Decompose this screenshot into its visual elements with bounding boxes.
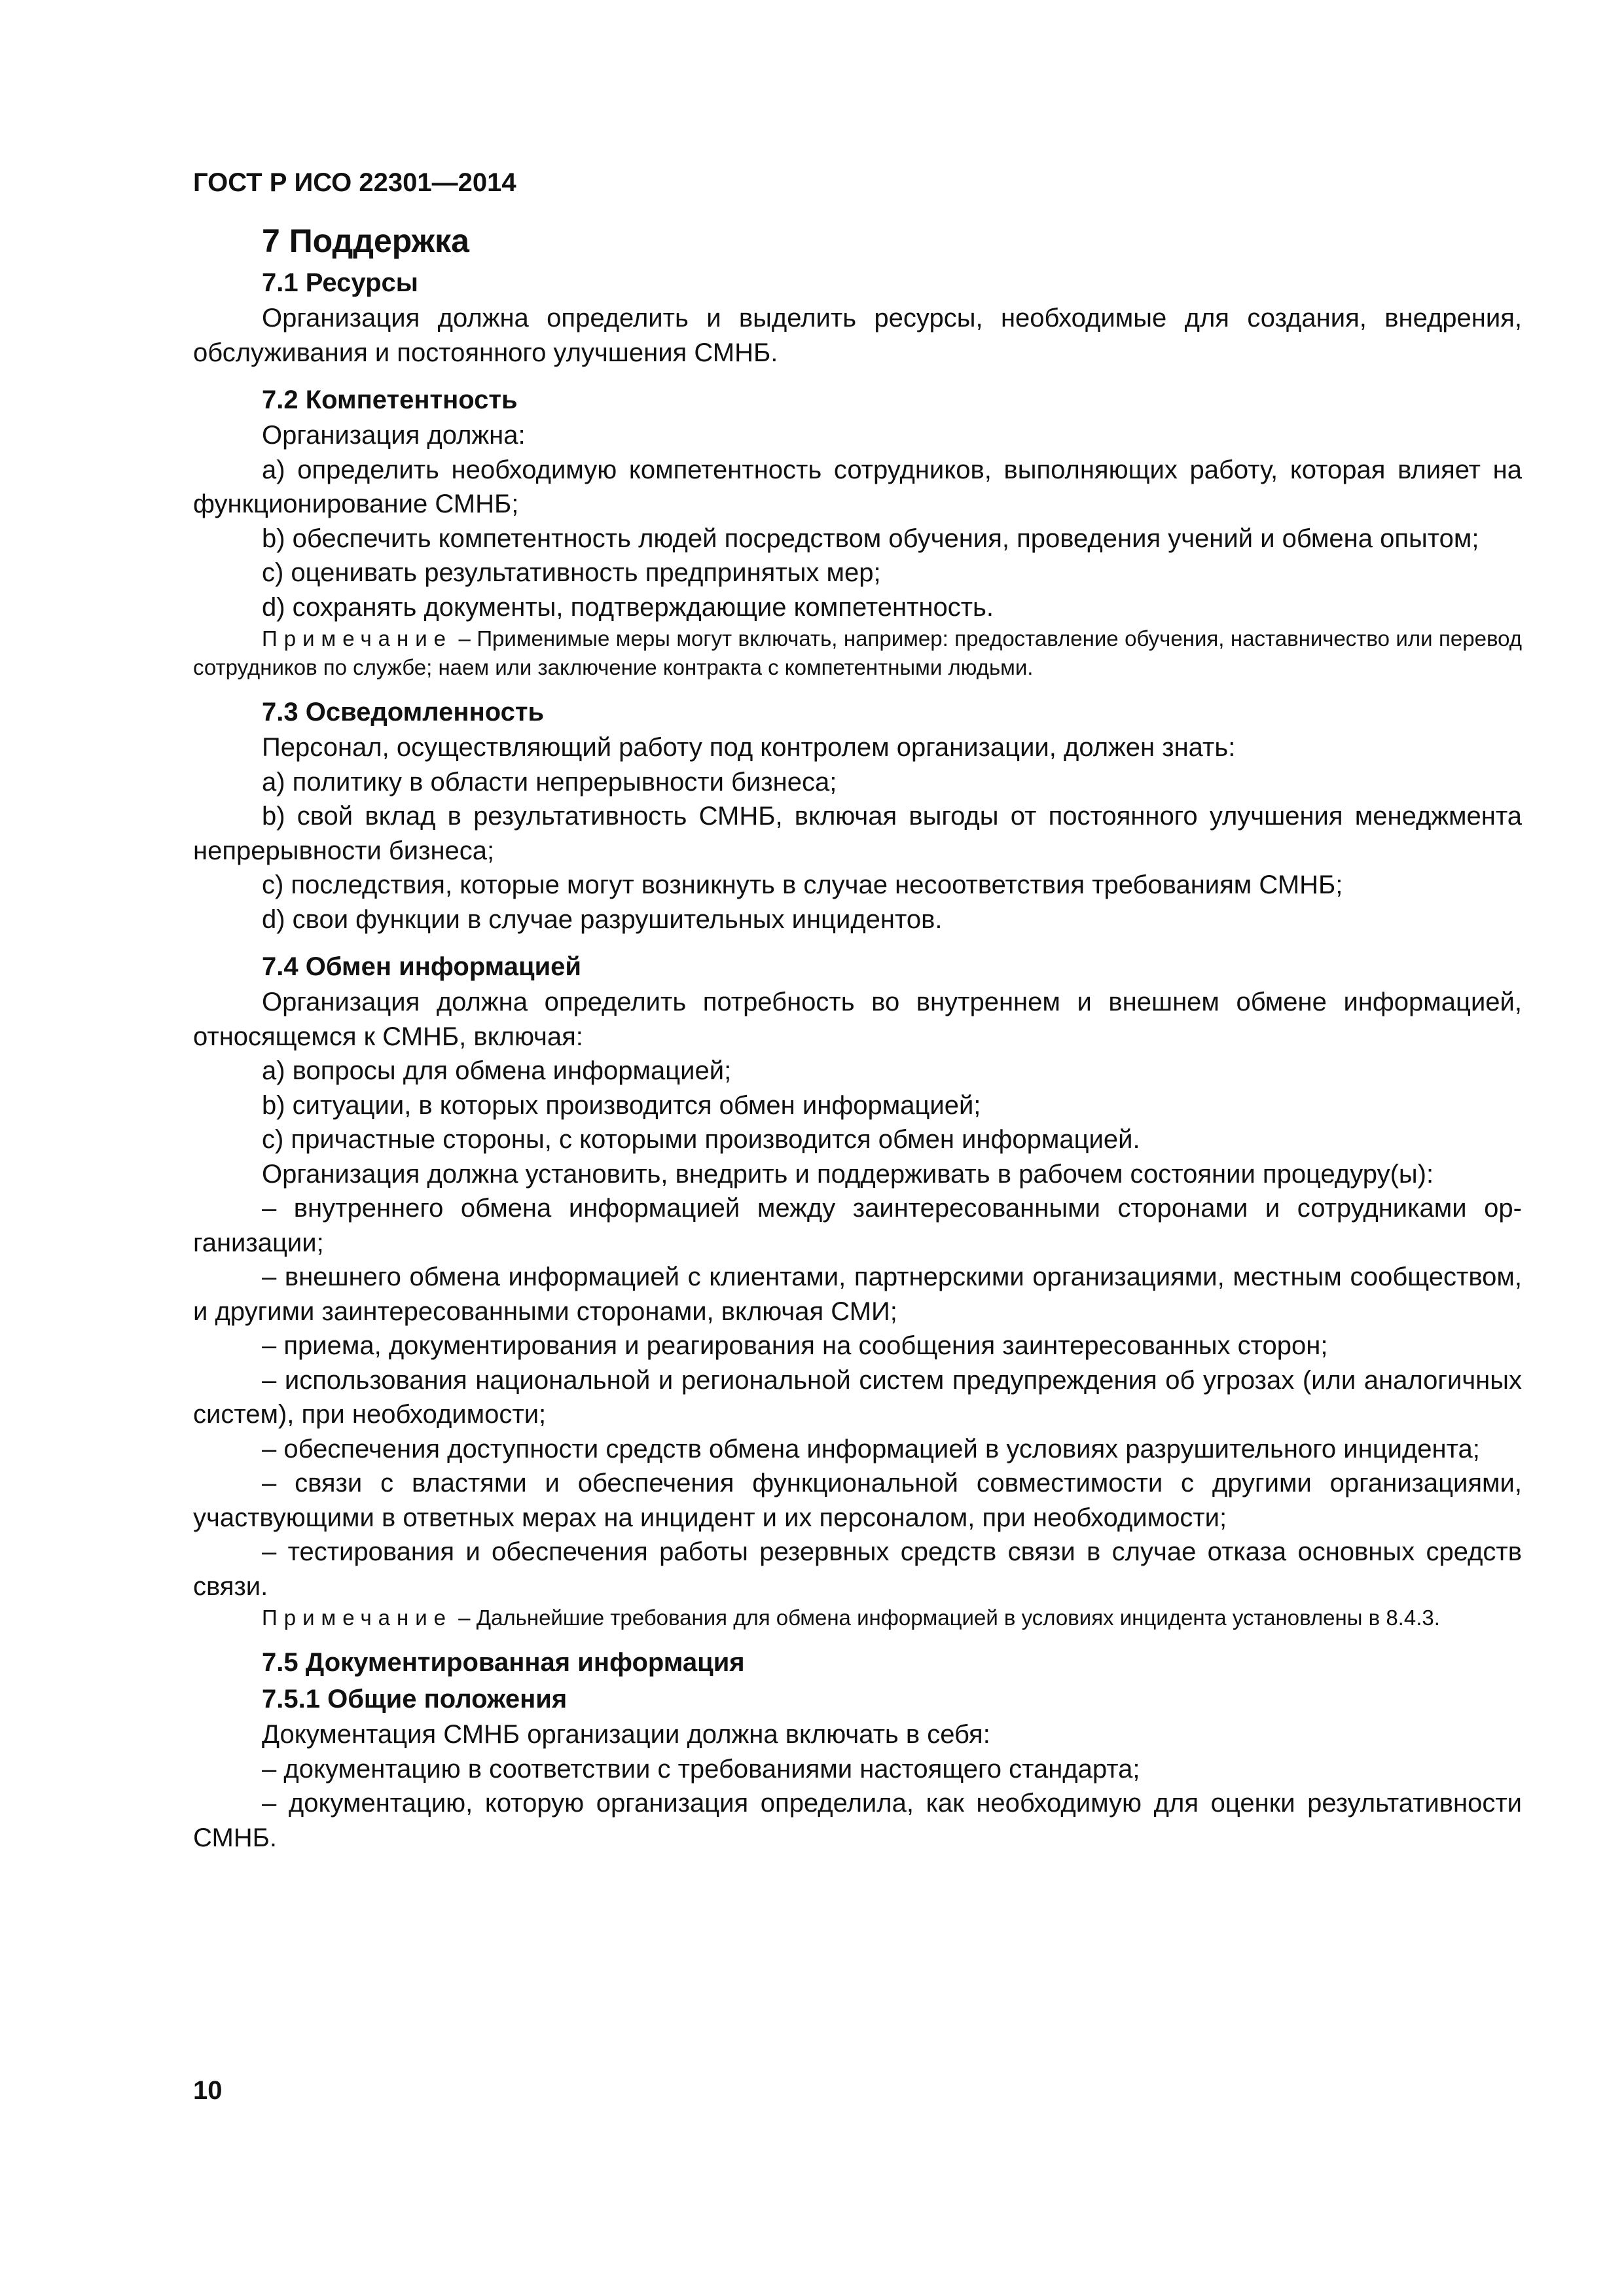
section-title: 7.1 Ресурсы (262, 268, 418, 297)
list-item: – связи с властями и обеспечения функциональной совместимости с другими организациями, участвующими в ответных мерах на инцидент и их персоналом, при необходимости; (193, 1469, 1522, 1532)
list-item: – внутреннего обмена информацией между заинтересованными сторонами и сотрудниками организации; (193, 1194, 1522, 1257)
note-label: Примечание (262, 1605, 453, 1630)
note-label: Примечание (262, 626, 453, 651)
list-item: b) обеспечить компетентность людей посредством обучения, проведения учений и обмена опытом; (262, 524, 1479, 553)
section-7-2 (193, 382, 1522, 682)
section-title: 7.3 Осведомленность (262, 698, 545, 726)
page-content (193, 217, 1522, 1867)
list-item: b) ситуации, в которых производится обмен информацией; (262, 1090, 981, 1120)
paragraph: Организация должна определить и выделить ресурсы, необходимые для создания, внедрения, обслуживания и постоянного улучшения СМНБ. (193, 304, 1522, 367)
document-header: ГОСТ Р ИСО 22301—2014 (193, 168, 516, 197)
list-item: d) сохранять документы, подтверждающие компетентность. (262, 592, 994, 622)
list-item: а) политику в области непрерывности бизнеса; (262, 767, 837, 797)
list-item: – внешнего обмена информацией с клиентами, партнерскими организациями, местным сообществом, и другими заинтересованными сторонами, включая СМИ; (193, 1263, 1522, 1326)
list-item: c) оценивать результативность предпринятых мер; (262, 558, 881, 587)
list-item: – документацию, которую организация определила, как необходимую для оценки результативности СМНБ. (193, 1789, 1522, 1852)
section-title: 7.4 Обмен информацией (262, 952, 582, 981)
note-text: – Дальнейшие требования для обмена информацией в условиях инцидента установлены в 8.4.3. (452, 1605, 1440, 1630)
list-item: а) вопросы для обмена информацией; (262, 1056, 732, 1085)
paragraph: Организация должна: (262, 421, 526, 450)
list-item: – приема, документирования и реагирования на сообщения заинтересованных сторон; (262, 1331, 1328, 1360)
section-title: 7.2 Компетентность (262, 386, 518, 414)
note (193, 624, 1522, 682)
list-item: – документацию в соответствии с требованиями настоящего стандарта; (262, 1754, 1140, 1784)
list-item: – обеспечения доступности средств обмена информацией в условиях разрушительного инцидента; (262, 1434, 1480, 1463)
paragraph: Персонал, осуществляющий работу под контролем организации, должен знать: (262, 733, 1236, 762)
list-item: d) свои функции в случае разрушительных инцидентов. (262, 905, 943, 934)
list-item: а) определить необходимую компетентность сотрудников, выполняющих работу, которая влияет на функционирование СМНБ; (193, 455, 1522, 518)
list-item: – использования национальной и региональной систем предупреждения об угрозах (или аналогичных систем), при необходимости; (193, 1365, 1522, 1429)
paragraph: Организация должна определить потребность во внутреннем и внешнем обмене информацией, относящемся к СМНБ, включая: (193, 988, 1522, 1051)
list-item: – тестирования и обеспечения работы резервных средств связи в случае отказа основных средств связи. (193, 1537, 1522, 1601)
subsection-title: 7.5.1 Общие положения (262, 1685, 568, 1713)
chapter-title: 7 Поддержка (262, 223, 469, 259)
paragraph: Документация СМНБ организации должна включать в себя: (262, 1720, 990, 1749)
paragraph: Организация должна установить, внедрить и поддерживать в рабочем состоянии процедуру(ы): (262, 1159, 1434, 1189)
section-7-3 (193, 694, 1522, 937)
note (193, 1604, 1522, 1632)
page-number: 10 (193, 2076, 223, 2105)
list-item: c) последствия, которые могут возникнуть в случае несоответствия требованиям СМНБ; (262, 870, 1343, 899)
section-7-4 (193, 948, 1522, 1632)
section-title: 7.5 Документированная информация (262, 1648, 745, 1677)
section-7-5 (193, 1644, 1522, 1855)
section-7-1 (193, 264, 1522, 370)
list-item: c) причастные стороны, с которыми производится обмен информацией. (262, 1125, 1140, 1154)
list-item: b) свой вклад в результативность СМНБ, включая выгоды от постоянного улучшения менеджмента непрерывности бизнеса; (193, 802, 1522, 865)
note-text: – Применимые меры могут включать, например: предоставление обучения, наставничество или перевод сотрудников по службе; наем или заключение контракта с компетентными людьми. (193, 626, 1522, 679)
